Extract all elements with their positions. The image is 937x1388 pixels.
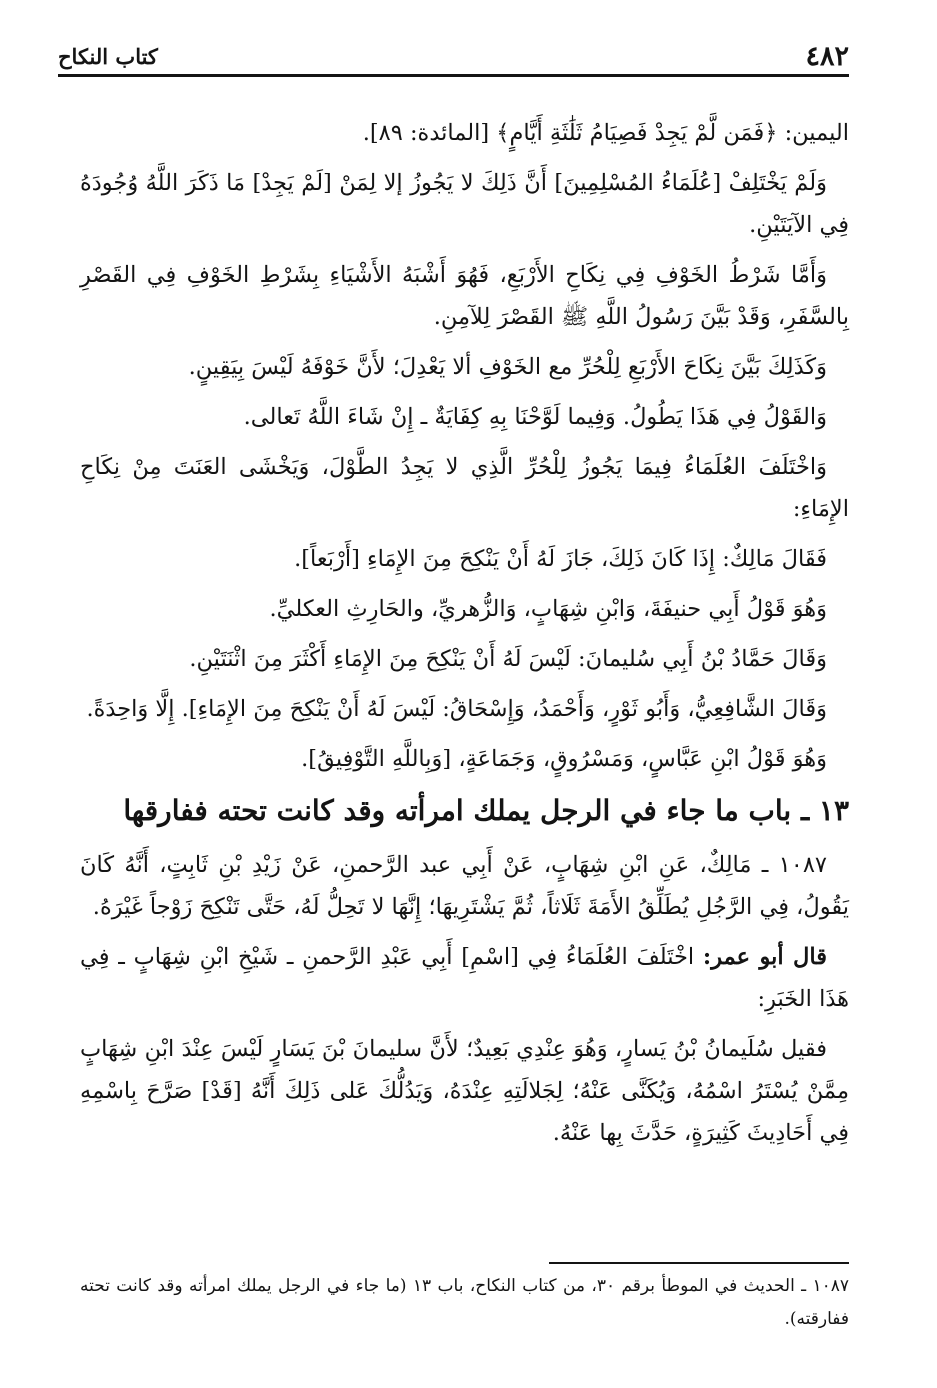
hadith-paragraph: ١٠٨٧ ـ مَالِكٌ، عَنِ ابْنِ شِهَابٍ، عَنْ أَبِي عبد الرَّحمنِ، عَنْ زَيْدِ بْنِ ثَابِتٍ، أَنَّهُ كَانَ يَقُولُ، فِي الرَّجُلِ يُطَلِّقُ الأَمَةَ ثَلَاثاً، ثُمَّ يَشْتَرِيهَا؛ إِنَّهَا لا تَحِلُّ لَهُ، حَتَّى تَنْكِحَ زَوْجاً غَيْرَهُ. [80, 852, 849, 920]
commentary-lead: قال أبو عمر: [702, 944, 827, 970]
closing-paragraph: فقيل سُلَيمانُ بْنُ يَسارٍ، وَهُوَ عِنْدِي بَعِيدٌ؛ لأَنَّ سليمانَ بْنَ يَسَارٍ لَيْسَ عِنْدَ ابْنِ شِهَابٍ مِمَّنْ يُسْتَرُ اسْمُهُ، وَيُكَنَّى عَنْهُ؛ لِجَلالَتِهِ عِنْدَهُ، وَيَدُلُّكَ عَلى ذَلِكَ أَنَّهُ [قَدْ] صَرَّحَ بِاسْمِهِ فِي أَحَادِيثَ كَثِيرَةٍ، حَدَّثَ بِها عَنْهُ. [80, 1036, 849, 1146]
footnote-divider [549, 1262, 849, 1264]
section-heading: ١٣ ـ باب ما جاء في الرجل يملك امرأته وقد كانت تحته ففارقها [123, 794, 849, 827]
main-text [80, 112, 849, 1162]
paragraph: وَالقَوْلُ فِي هَذَا يَطُولُ. وَفِيما لَوَّحْنَا بِهِ كِفَايَةٌ ـ إِنْ شَاءَ اللَّهُ تَعالى. [243, 404, 827, 430]
paragraph: وَهُوَ قَوْلُ ابْنِ عَبَّاسٍ، وَمَسْرُوقٍ، وَجَمَاعَةٍ، [وَبِاللَّهِ التَّوْفِيقُ]. [301, 746, 827, 772]
paragraph: وَقَالَ حَمَّادُ بْنُ أَبِي سُليمانَ: لَيْسَ لَهُ أَنْ يَنْكِحَ مِنَ الإِمَاءِ أَكْثَرَ مِنَ اثْنَتَيْنِ. [189, 646, 827, 672]
running-header [58, 38, 849, 77]
paragraph: وَقَالَ الشَّافِعِيُّ، وَأَبُو ثَوْرٍ، وَأَحْمَدُ، وَإِسْحَاقُ: لَيْسَ لَهُ أَنْ يَنْكِحَ مِنَ الإِمَاءِ]. إِلَّا وَاحِدَةً. [86, 696, 827, 722]
page-number: ٤٨٢ [805, 40, 849, 72]
footnotes [80, 1270, 849, 1336]
commentary-text: اخْتَلَفَ العُلَمَاءُ فِي [اسْمِ] أَبِي عَبْدِ الرَّحمنِ ـ شَيْخِ ابْنِ شِهَابٍ ـ فِي هَذَا الخَبَرِ: [80, 944, 849, 1012]
paragraph: وَلَمْ يَخْتَلِفْ [عُلَمَاءُ المُسْلِمِينَ] أَنَّ ذَلِكَ لا يَجُوزُ إلا لِمَنْ [لَمْ يَجِدْ] مَا ذَكَرَ اللَّهُ وُجُودَهُ فِي الآيَتَيْنِ. [80, 170, 849, 238]
book-title: كتاب النكاح [58, 43, 158, 69]
paragraph: اليمين: ﴿فَمَن لَّمْ يَجِدْ فَصِيَامُ ثَلَٰثَةِ أَيَّامٍ﴾ [المائدة: ٨٩]. [362, 120, 849, 146]
paragraph: فَقَالَ مَالِكٌ: إِذَا كَانَ ذَلِكَ، جَازَ لَهُ أَنْ يَنْكِحَ مِنَ الإِمَاءِ [أَرْبَعاً]. [294, 546, 827, 572]
paragraph: وَأَمَّا شَرْطُ الخَوْفِ فِي نِكَاحِ الأَرْبَعِ، فَهُوَ أَشْبَهُ الأَشْيَاءِ بِشَرْطِ الخَوْفِ فِي القَصْرِ بِالسَّفَرِ، وَقَدْ بَيَّنَ رَسُولُ اللَّهِ ﷺ القَصْرَ لِلآمِنِ. [80, 262, 849, 330]
paragraph: وَاخْتَلَفَ العُلَمَاءُ فِيمَا يَجُوزُ لِلْحُرِّ الَّذِي لا يَجِدُ الطَّوْلَ، وَيَخْشَى العَنَتَ مِنْ نِكَاحِ الإِمَاءِ: [80, 454, 849, 522]
footnote: ١٠٨٧ ـ الحديث في الموطأ برقم ٣٠، من كتاب النكاح، باب ١٣ (ما جاء في الرجل يملك امرأته وقد كانت تحته ففارقته). [80, 1276, 850, 1329]
paragraph: وَهُوَ قَوْلُ أَبِي حنيفَةَ، وَابْنِ شِهَابٍ، وَالزُّهريِّ، والحَارِثِ العكليِّ. [269, 596, 827, 622]
paragraph: وَكَذَلِكَ بَيَّنَ نِكَاحَ الأَرْبَعِ لِلْحُرِّ مع الخَوْفِ ألا يَعْدِلَ؛ لأَنَّ خَوْفَهُ لَيْسَ بِيَقِينٍ. [188, 354, 827, 380]
commentary-paragraph [80, 936, 849, 1020]
